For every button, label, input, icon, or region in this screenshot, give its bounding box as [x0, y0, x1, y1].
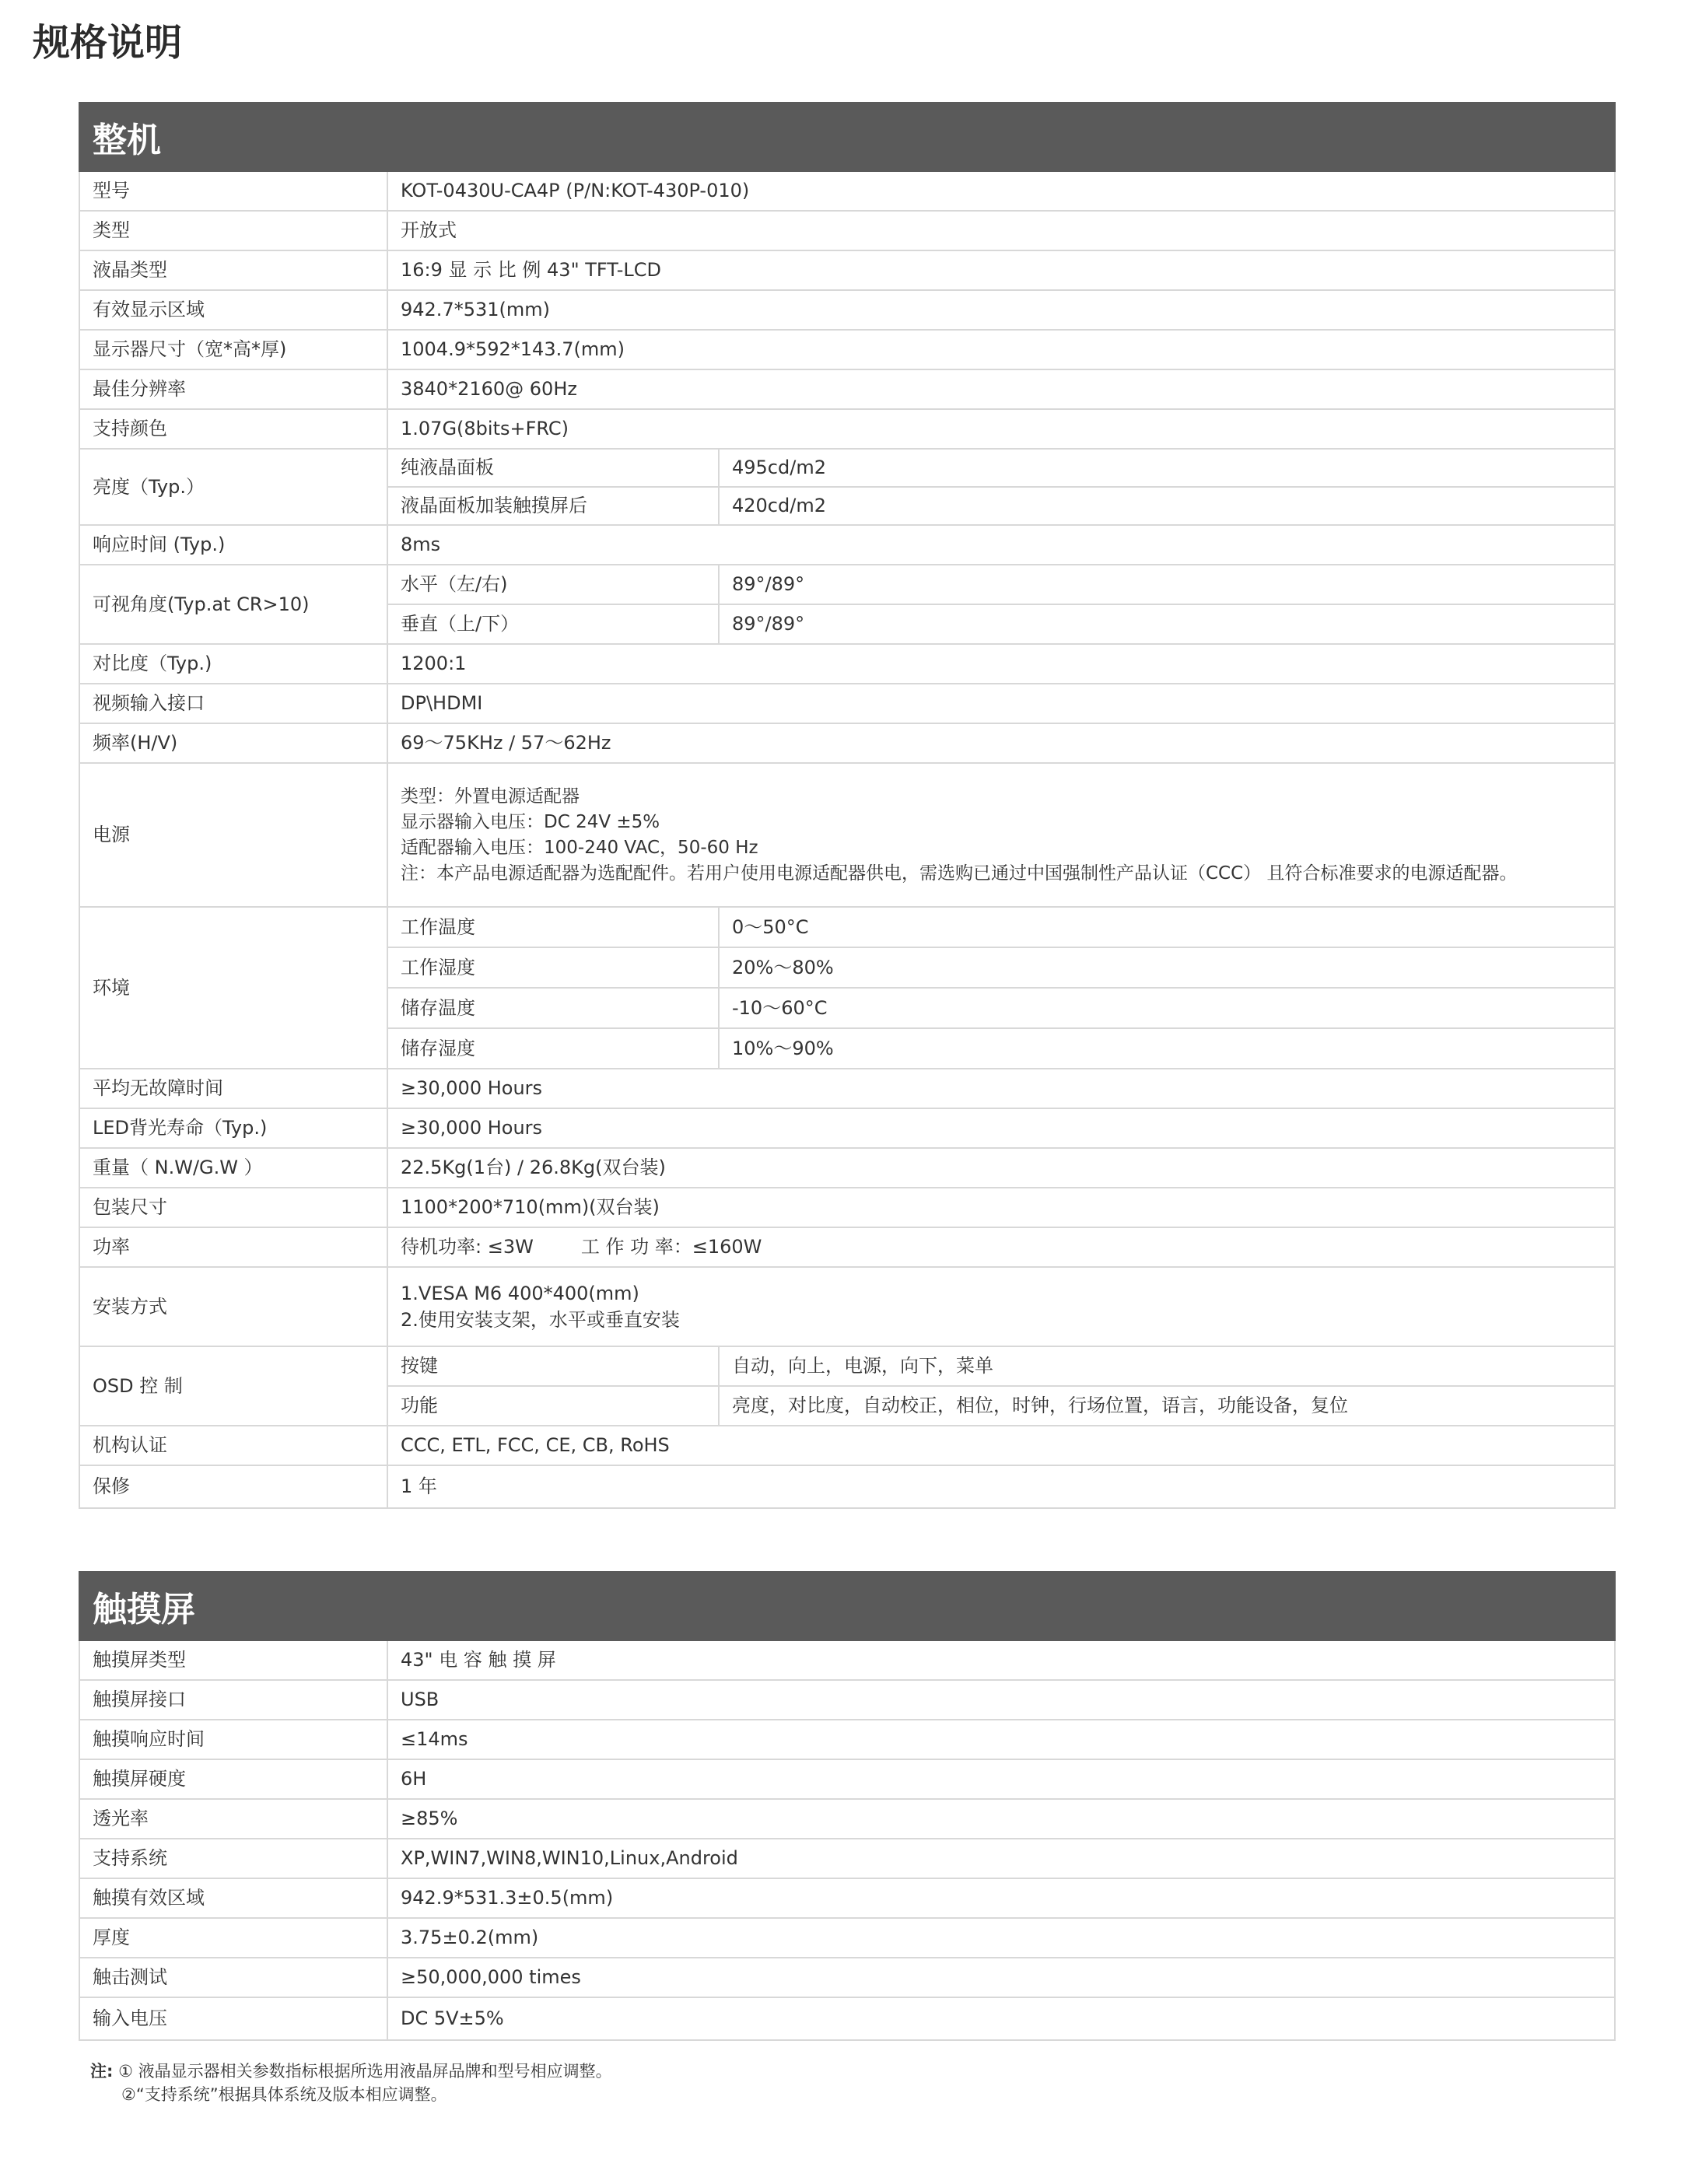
sub-value: 89°/89°	[719, 604, 1615, 644]
row-label: 显示器尺寸（宽*高*厚)	[79, 330, 387, 369]
table-row	[79, 409, 1615, 449]
row-label: OSD 控 制	[79, 1346, 387, 1426]
table-row	[79, 1958, 1615, 1997]
row-label: 频率(H/V)	[79, 723, 387, 763]
sub-label: 储存湿度	[387, 1028, 719, 1069]
row-value: CCC, ETL, FCC, CE, CB, RoHS	[387, 1426, 1615, 1465]
table-row	[79, 763, 1615, 907]
row-label: 环境	[79, 907, 387, 1069]
table-row	[79, 1878, 1615, 1918]
sub-label: 水平（左/右)	[387, 565, 719, 604]
row-label: 有效显示区域	[79, 290, 387, 330]
footnote-label: 注:	[90, 2062, 114, 2081]
table-row	[79, 211, 1615, 250]
row-label: 厚度	[79, 1918, 387, 1958]
row-value: 开放式	[387, 211, 1615, 250]
row-label: 亮度（Typ.）	[79, 449, 387, 525]
machine-spec-table	[79, 102, 1616, 1509]
section-header-touch: 触摸屏	[79, 1572, 1615, 1640]
row-label: 触摸屏硬度	[79, 1759, 387, 1799]
sub-value: 495cd/m2	[719, 449, 1615, 487]
sub-label: 工作温度	[387, 907, 719, 947]
row-value: 8ms	[387, 525, 1615, 565]
row-label: 支持系统	[79, 1839, 387, 1878]
table-row	[79, 1346, 1615, 1386]
row-value: 1.07G(8bits+FRC)	[387, 409, 1615, 449]
sub-label: 按键	[387, 1346, 719, 1386]
row-label: 安装方式	[79, 1267, 387, 1346]
table-row	[79, 1426, 1615, 1465]
table-row	[79, 449, 1615, 487]
footnote-text: ① 液晶显示器相关参数指标根据所选用液晶屏品牌和型号相应调整。	[118, 2062, 612, 2081]
table-row	[79, 907, 1615, 947]
row-value: 6H	[387, 1759, 1615, 1799]
row-label: 机构认证	[79, 1426, 387, 1465]
section-header-machine: 整机	[79, 103, 1615, 171]
power-line: 显示器输入电压：DC 24V ±5%	[401, 811, 660, 832]
row-label: 支持颜色	[79, 409, 387, 449]
row-value: 22.5Kg(1台) / 26.8Kg(双台装)	[387, 1148, 1615, 1188]
row-value: 待机功率: ≤3W 工 作 功 率：≤160W	[387, 1227, 1615, 1267]
row-label: LED背光寿命（Typ.)	[79, 1108, 387, 1148]
row-label: 最佳分辨率	[79, 369, 387, 409]
row-label: 触摸响应时间	[79, 1720, 387, 1759]
footnote-line	[90, 2060, 612, 2083]
row-value: 942.7*531(mm)	[387, 290, 1615, 330]
row-label: 触击测试	[79, 1958, 387, 1997]
row-value: 69～75KHz / 57～62Hz	[387, 723, 1615, 763]
row-label: 功率	[79, 1227, 387, 1267]
table-row	[79, 1108, 1615, 1148]
row-label: 型号	[79, 171, 387, 211]
table-row	[79, 1148, 1615, 1188]
footnotes	[90, 2060, 612, 2106]
row-label: 触摸屏类型	[79, 1640, 387, 1680]
sub-value: 自动，向上，电源，向下，菜单	[719, 1346, 1615, 1386]
sub-label: 储存温度	[387, 988, 719, 1028]
sub-value: 420cd/m2	[719, 487, 1615, 525]
row-label: 电源	[79, 763, 387, 907]
row-value: ≥85%	[387, 1799, 1615, 1839]
row-label: 包装尺寸	[79, 1188, 387, 1227]
row-label: 响应时间 (Typ.)	[79, 525, 387, 565]
row-label: 保修	[79, 1465, 387, 1508]
table-row	[79, 1640, 1615, 1680]
table-row	[79, 1759, 1615, 1799]
sub-value: 亮度，对比度，自动校正，相位，时钟，行场位置，语言，功能设备，复位	[719, 1386, 1615, 1426]
row-value: 43" 电 容 触 摸 屏	[387, 1640, 1615, 1680]
row-label: 触摸屏接口	[79, 1680, 387, 1720]
row-value: 942.9*531.3±0.5(mm)	[387, 1878, 1615, 1918]
row-value: 1200:1	[387, 644, 1615, 684]
sub-value: 0～50°C	[719, 907, 1615, 947]
power-line: 适配器输入电压：100-240 VAC，50-60 Hz	[401, 837, 758, 858]
row-value: XP,WIN7,WIN8,WIN10,Linux,Android	[387, 1839, 1615, 1878]
table-row	[79, 290, 1615, 330]
table-row	[79, 1799, 1615, 1839]
row-value: ≥50,000,000 times	[387, 1958, 1615, 1997]
row-value: ≥30,000 Hours	[387, 1069, 1615, 1108]
row-value: DP\HDMI	[387, 684, 1615, 723]
footnote-text: ②“支持系统”根据具体系统及版本相应调整。	[121, 2085, 447, 2104]
touch-spec-table	[79, 1571, 1616, 2041]
sub-label: 工作湿度	[387, 947, 719, 988]
table-row	[79, 1680, 1615, 1720]
sub-value: 20%～80%	[719, 947, 1615, 988]
table-row	[79, 369, 1615, 409]
row-label: 平均无故障时间	[79, 1069, 387, 1108]
table-row	[79, 1188, 1615, 1227]
row-value	[387, 1267, 1615, 1346]
table-row	[79, 1918, 1615, 1958]
row-label: 透光率	[79, 1799, 387, 1839]
mounting-line: 1.VESA M6 400*400(mm)	[401, 1283, 639, 1304]
row-value: DC 5V±5%	[387, 1997, 1615, 2040]
table-row	[79, 1720, 1615, 1759]
mounting-line: 2.使用安装支架，水平或垂直安装	[401, 1309, 680, 1331]
row-label: 对比度（Typ.)	[79, 644, 387, 684]
row-label: 可视角度(Typ.at CR>10)	[79, 565, 387, 644]
sub-label: 液晶面板加装触摸屏后	[387, 487, 719, 525]
power-line: 类型：外置电源适配器	[401, 786, 580, 807]
row-value: 16:9 显 示 比 例 43" TFT-LCD	[387, 250, 1615, 290]
row-label: 触摸有效区域	[79, 1878, 387, 1918]
row-label: 重量（ N.W/G.W ）	[79, 1148, 387, 1188]
row-value: 3.75±0.2(mm)	[387, 1918, 1615, 1958]
row-label: 视频输入接口	[79, 684, 387, 723]
row-label: 类型	[79, 211, 387, 250]
row-label: 液晶类型	[79, 250, 387, 290]
sub-label: 功能	[387, 1386, 719, 1426]
table-row	[79, 565, 1615, 604]
table-row	[79, 1997, 1615, 2040]
sub-value: 10%～90%	[719, 1028, 1615, 1069]
row-label: 输入电压	[79, 1997, 387, 2040]
table-row	[79, 1069, 1615, 1108]
table-row	[79, 684, 1615, 723]
table-row	[79, 1465, 1615, 1508]
row-value: 1100*200*710(mm)(双台装)	[387, 1188, 1615, 1227]
sub-label: 纯液晶面板	[387, 449, 719, 487]
sub-value: 89°/89°	[719, 565, 1615, 604]
table-row	[79, 644, 1615, 684]
row-value: 1004.9*592*143.7(mm)	[387, 330, 1615, 369]
row-value: KOT-0430U-CA4P (P/N:KOT-430P-010)	[387, 171, 1615, 211]
row-value: ≥30,000 Hours	[387, 1108, 1615, 1148]
table-row	[79, 330, 1615, 369]
table-row	[79, 250, 1615, 290]
sub-label: 垂直（上/下）	[387, 604, 719, 644]
row-value: ≤14ms	[387, 1720, 1615, 1759]
row-value: 3840*2160@ 60Hz	[387, 369, 1615, 409]
row-value	[387, 763, 1615, 907]
row-value: USB	[387, 1680, 1615, 1720]
table-row	[79, 171, 1615, 211]
table-row	[79, 1227, 1615, 1267]
table-row	[79, 525, 1615, 565]
table-row	[79, 1839, 1615, 1878]
page-title: 规格说明	[33, 21, 183, 65]
sub-value: -10～60°C	[719, 988, 1615, 1028]
row-value: 1 年	[387, 1465, 1615, 1508]
table-row	[79, 1267, 1615, 1346]
power-note: 注：本产品电源适配器为选配配件。若用户使用电源适配器供电，需选购已通过中国强制性产品认证（CCC） 且符合标准要求的电源适配器。	[401, 863, 1518, 884]
table-row	[79, 723, 1615, 763]
